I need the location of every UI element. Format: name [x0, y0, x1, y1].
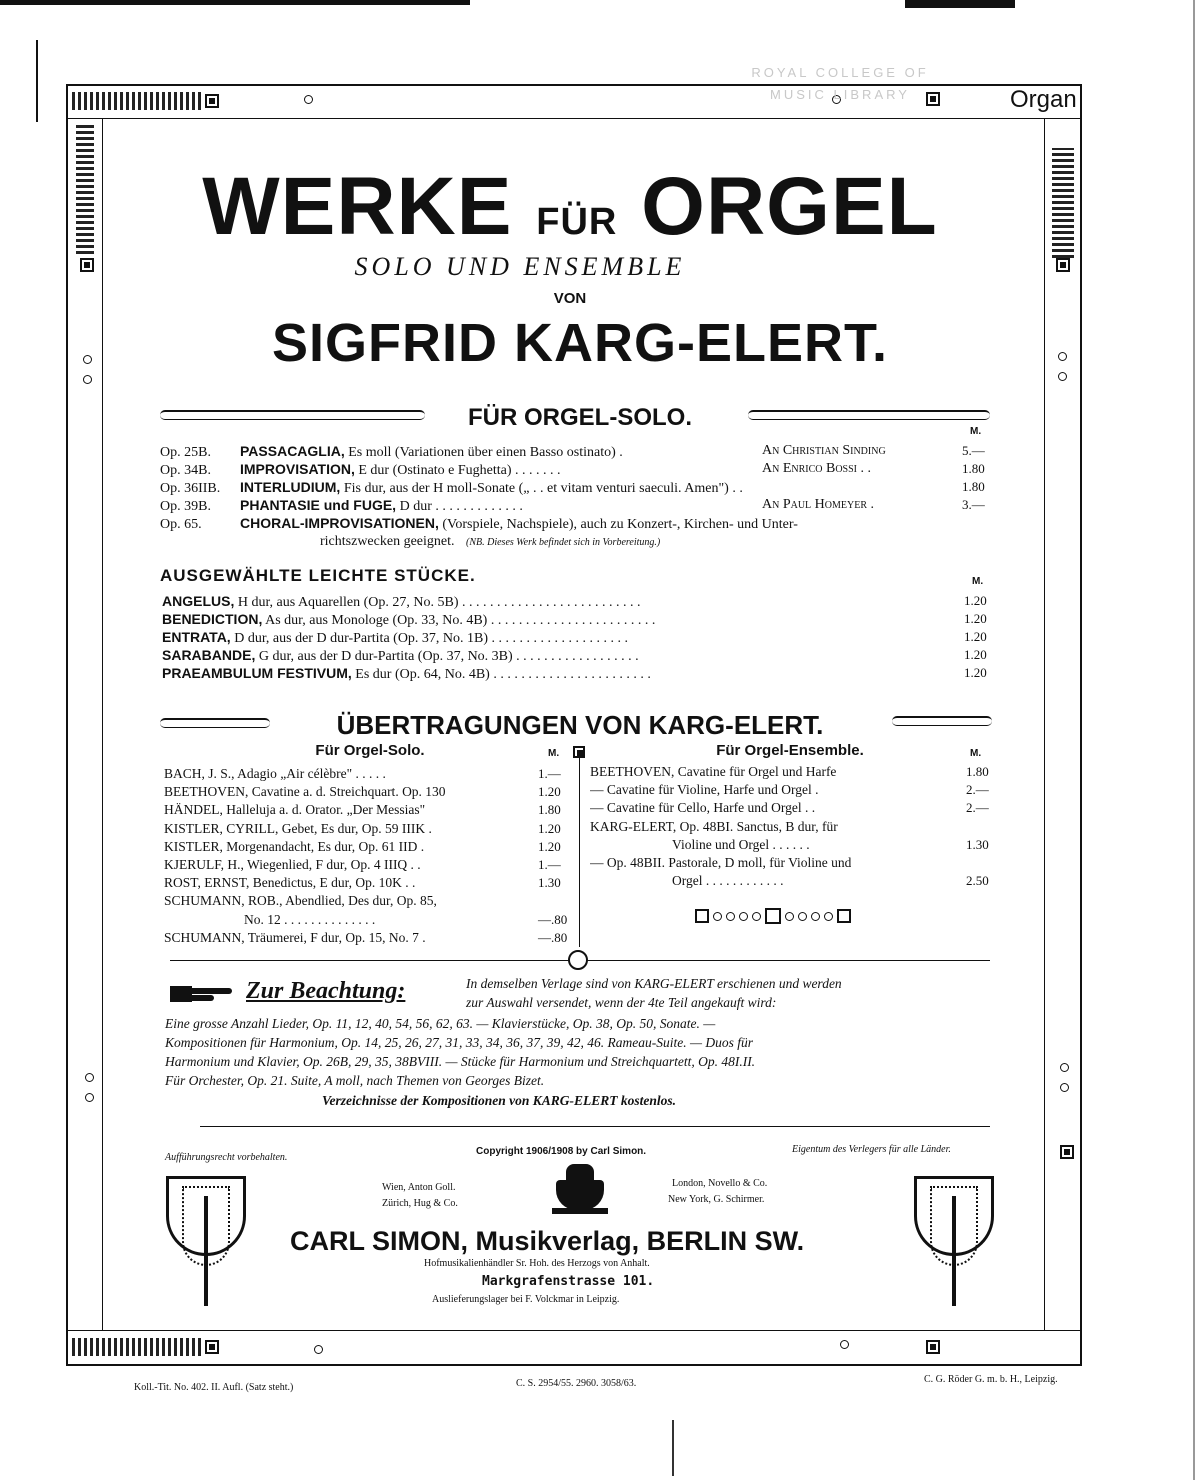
price: 1.80	[962, 461, 985, 476]
notice-line: zur Auswahl versendet, wenn der 4te Teil angekauft wird:	[466, 995, 777, 1010]
price: 1.30	[966, 836, 989, 852]
notice-line: Kompositionen für Harmonium, Op. 14, 25, 26, 27, 31, 33, 34, 36, 37, 39, 42, 46. Rameau-Suite. — Duos für	[165, 1035, 753, 1050]
price: 2.—	[966, 800, 989, 816]
page-title: WERKE FÜR ORGEL	[202, 161, 938, 252]
price: 1.—	[538, 857, 561, 872]
frame-square-icon	[1056, 258, 1070, 272]
court-title: Hofmusikalienhändler Sr. Hoh. des Herzogs von Anhalt.	[424, 1258, 650, 1269]
frame-square-icon	[205, 1340, 219, 1354]
price: 1.20	[538, 838, 561, 854]
price: 1.30	[538, 875, 561, 891]
transcription-row: BEETHOVEN, Cavatine a. d. Streichquart. Op. 130	[164, 784, 446, 800]
price: 1.80	[966, 764, 989, 779]
notice-line: Harmonium und Klavier, Op. 26B, 29, 35, 38BVIII. — Stücke für Harmonium und Streichquartett, Op. 48I.II.	[165, 1054, 756, 1069]
price: 1.80	[538, 802, 561, 818]
easy-heading: AUSGEWÄHLTE LEICHTE STÜCKE.	[160, 566, 476, 585]
agent-vienna: Wien, Anton Goll.	[382, 1182, 456, 1193]
frame-square-icon	[80, 258, 94, 272]
transcription-row: — Cavatine für Violine, Harfe und Orgel .	[590, 782, 819, 798]
price: 3.—	[962, 497, 985, 512]
column-divider-square-icon	[573, 746, 585, 758]
transcription-row: KISTLER, CYRILL, Gebet, Es dur, Op. 59 IIIK .	[164, 820, 432, 836]
frame-ring-icon	[840, 1340, 849, 1349]
transcription-row: Violine und Orgel . . . . . .	[672, 836, 810, 852]
frame-bottom-band	[72, 1338, 202, 1356]
price: 1.—	[538, 766, 561, 781]
ornament-left	[160, 410, 425, 420]
agent-newyork: New York, G. Schirmer.	[668, 1194, 765, 1205]
frame-square-icon	[205, 94, 219, 108]
transcription-row: No. 12 . . . . . . . . . . . . . .	[244, 911, 376, 927]
currency-label: M.	[972, 576, 984, 587]
price: 1.20	[964, 665, 987, 680]
frame-ring-icon	[314, 1345, 323, 1354]
currency-label: M.	[548, 748, 560, 759]
transcription-row: KISTLER, Morgenandacht, Es dur, Op. 61 IID .	[164, 838, 425, 854]
transcription-row: KJERULF, H., Wiegenlied, F dur, Op. 4 IIIQ . .	[164, 857, 421, 872]
easy-piece-row: BENEDICTION, As dur, aus Monologe (Op. 33, No. 4B) . . . . . . . . . . . . . . . . . . . . . . . .	[162, 611, 656, 628]
rights-right: Eigentum des Verlegers für alle Länder.	[792, 1144, 951, 1155]
right-column-heading: Für Orgel-Ensemble.	[716, 742, 864, 759]
scan-edge-right	[1193, 0, 1195, 1480]
frame-ring-icon	[1060, 1083, 1069, 1092]
op65-continuation: richtszwecken geeignet. (NB. Dieses Werk befindet sich in Vorbereitung.)	[320, 534, 661, 549]
frame-left	[66, 84, 68, 1366]
frame-ring-icon	[85, 1073, 94, 1082]
shield-ornament-left	[166, 1176, 246, 1306]
ornament-right	[892, 716, 992, 726]
transcription-row: BACH, J. S., Adagio „Air célèbre" . . . . .	[164, 766, 386, 781]
transcription-row: BEETHOVEN, Cavatine für Orgel und Harfe	[590, 764, 837, 779]
price: 1.20	[538, 820, 561, 836]
price: 1.20	[964, 647, 987, 662]
frame-ring-icon	[85, 1093, 94, 1102]
solo-work-row: Op. 39B. PHANTASIE und FUGE, D dur . . . . . . . . . . . . .	[160, 497, 523, 514]
scan-edge-top	[0, 0, 470, 5]
price: 2.—	[966, 782, 989, 798]
solo-work-row: Op. 34B. IMPROVISATION, E dur (Ostinato e Fughetta) . . . . . . .	[160, 461, 561, 478]
divider-ring-icon	[568, 950, 588, 970]
solo-work-row: Op. 65. CHORAL-IMPROVISATIONEN, (Vorspiele, Nachspiele), auch zu Konzert-, Kirchen- und Unter-	[160, 515, 798, 532]
frame-ring-icon	[304, 95, 313, 104]
transcription-row: SCHUMANN, Träumerei, F dur, Op. 15, No. 7 .	[164, 929, 426, 945]
price: —.80	[538, 929, 568, 945]
notice-line: Verzeichnisse der Kompositionen von KARG-ELERT kostenlos.	[322, 1093, 677, 1108]
price: 1.20	[964, 611, 987, 626]
currency-label: M.	[970, 748, 982, 759]
library-stamp: ROYAL COLLEGE OF MUSIC LIBRARY	[751, 65, 929, 102]
agent-zurich: Zürich, Hug & Co.	[382, 1198, 458, 1209]
notice-line: In demselben Verlage sind von KARG-ELERT erschienen und werden	[466, 976, 842, 991]
rights-left: Aufführungsrecht vorbehalten.	[165, 1152, 288, 1163]
pointing-hand-icon	[170, 984, 232, 1004]
publisher-name: CARL SIMON, Musikverlag, BERLIN SW.	[290, 1226, 805, 1256]
corner-label: Organ	[1010, 86, 1077, 113]
price: 1.20	[538, 784, 561, 800]
price: 1.20	[964, 629, 987, 644]
dedication: An Enrico Bossi . .	[762, 461, 872, 476]
dedication: An Paul Homeyer .	[762, 497, 875, 512]
agent-london: London, Novello & Co.	[672, 1178, 768, 1189]
transcription-row: — Op. 48BII. Pastorale, D moll, für Violine und	[590, 855, 852, 870]
frame-square-icon	[1060, 1145, 1074, 1159]
crown-emblem-icon	[552, 1164, 608, 1216]
transcription-row: HÄNDEL, Halleluja a. d. Orator. „Der Messias"	[164, 802, 426, 818]
by-label: VON	[553, 290, 587, 307]
scan-edge-top-right	[905, 0, 1015, 8]
composer-name: SIGFRID KARG-ELERT.	[271, 313, 888, 373]
solo-heading: FÜR ORGEL-SOLO.	[468, 404, 692, 431]
transcription-row: Orgel . . . . . . . . . . . .	[672, 873, 784, 889]
frame-right-inner	[1044, 118, 1045, 1330]
transcription-row: KARG-ELERT, Op. 48BI. Sanctus, B dur, für	[590, 818, 838, 834]
scan-mark-bottom	[672, 1420, 674, 1476]
price: 1.80	[962, 479, 985, 494]
divider-line	[200, 1126, 990, 1127]
ornament-chain	[695, 908, 851, 924]
frame-bottom	[68, 1364, 1080, 1366]
solo-work-row: Op. 25B. PASSACAGLIA, Es moll (Variationen über einen Basso ostinato) .	[160, 443, 623, 460]
column-divider	[579, 752, 580, 947]
shield-ornament-right	[914, 1176, 994, 1306]
publisher-address: Markgrafenstrasse 101.	[482, 1274, 655, 1289]
frame-top-band	[72, 92, 202, 110]
copyright: Copyright 1906/1908 by Carl Simon.	[476, 1146, 647, 1157]
ornament-left	[160, 718, 270, 728]
subtitle: SOLO UND ENSEMBLE	[354, 252, 686, 281]
easy-piece-row: ANGELUS, H dur, aus Aquarellen (Op. 27, No. 5B) . . . . . . . . . . . . . . . . . . . . . . . . . .	[162, 593, 641, 610]
transcription-row: ROST, ERNST, Benedictus, E dur, Op. 10K . .	[164, 875, 416, 891]
transcriptions-heading: ÜBERTRAGUNGEN VON KARG-ELERT.	[336, 710, 824, 740]
notice-line: Eine grosse Anzahl Lieder, Op. 11, 12, 40, 54, 56, 62, 63. — Klavierstücke, Op. 38, Op. 50, Sonate. —	[165, 1016, 716, 1031]
frame-square-icon	[926, 1340, 940, 1354]
price: 5.—	[962, 443, 985, 458]
frame-ring-icon	[1060, 1063, 1069, 1072]
price: —.80	[538, 911, 568, 927]
printer-credit: C. G. Röder G. m. b. H., Leipzig.	[924, 1374, 1058, 1385]
frame-left-inner	[102, 118, 103, 1330]
frame-right	[1080, 84, 1082, 1366]
easy-piece-row: PRAEAMBULUM FESTIVUM, Es dur (Op. 64, No. 4B) . . . . . . . . . . . . . . . . . . . . . . .	[162, 665, 651, 682]
price: 2.50	[966, 873, 989, 889]
ornament-right	[748, 410, 990, 420]
notice-line: Für Orchester, Op. 21. Suite, A moll, nach Themen von Georges Bizet.	[165, 1073, 545, 1088]
price: 1.20	[964, 593, 987, 608]
easy-piece-row: ENTRATA, D dur, aus der D dur-Partita (Op. 37, No. 1B) . . . . . . . . . . . . . . . . . . . .	[162, 629, 629, 646]
frame-ring-icon	[83, 375, 92, 384]
notice-label: Zur Beachtung:	[246, 978, 406, 1004]
transcription-row: — Cavatine für Cello, Harfe und Orgel . .	[590, 800, 816, 816]
dedication: An Christian Sinding	[762, 443, 886, 458]
catalog-number: Koll.-Tit. No. 402. II. Aufl. (Satz steht.)	[134, 1382, 294, 1393]
plate-numbers: C. S. 2954/55. 2960. 3058/63.	[516, 1378, 637, 1389]
solo-work-row: Op. 36IIB. INTERLUDIUM, Fis dur, aus der H moll-Sonate („ . . et vitam venturi saeculi. Amen") . .	[160, 479, 743, 496]
scan-mark-left	[36, 40, 38, 122]
frame-bottom-inner	[68, 1330, 1080, 1331]
left-column-heading: Für Orgel-Solo.	[315, 742, 425, 759]
delivery-note: Auslieferungslager bei F. Volckmar in Leipzig.	[432, 1294, 620, 1305]
easy-piece-row: SARABANDE, G dur, aus der D dur-Partita (Op. 37, No. 3B) . . . . . . . . . . . . . . . . . .	[162, 647, 639, 664]
currency-label: M.	[970, 426, 982, 437]
transcription-row: SCHUMANN, ROB., Abendlied, Des dur, Op. 85,	[164, 893, 437, 909]
frame-top-inner	[68, 118, 1080, 119]
